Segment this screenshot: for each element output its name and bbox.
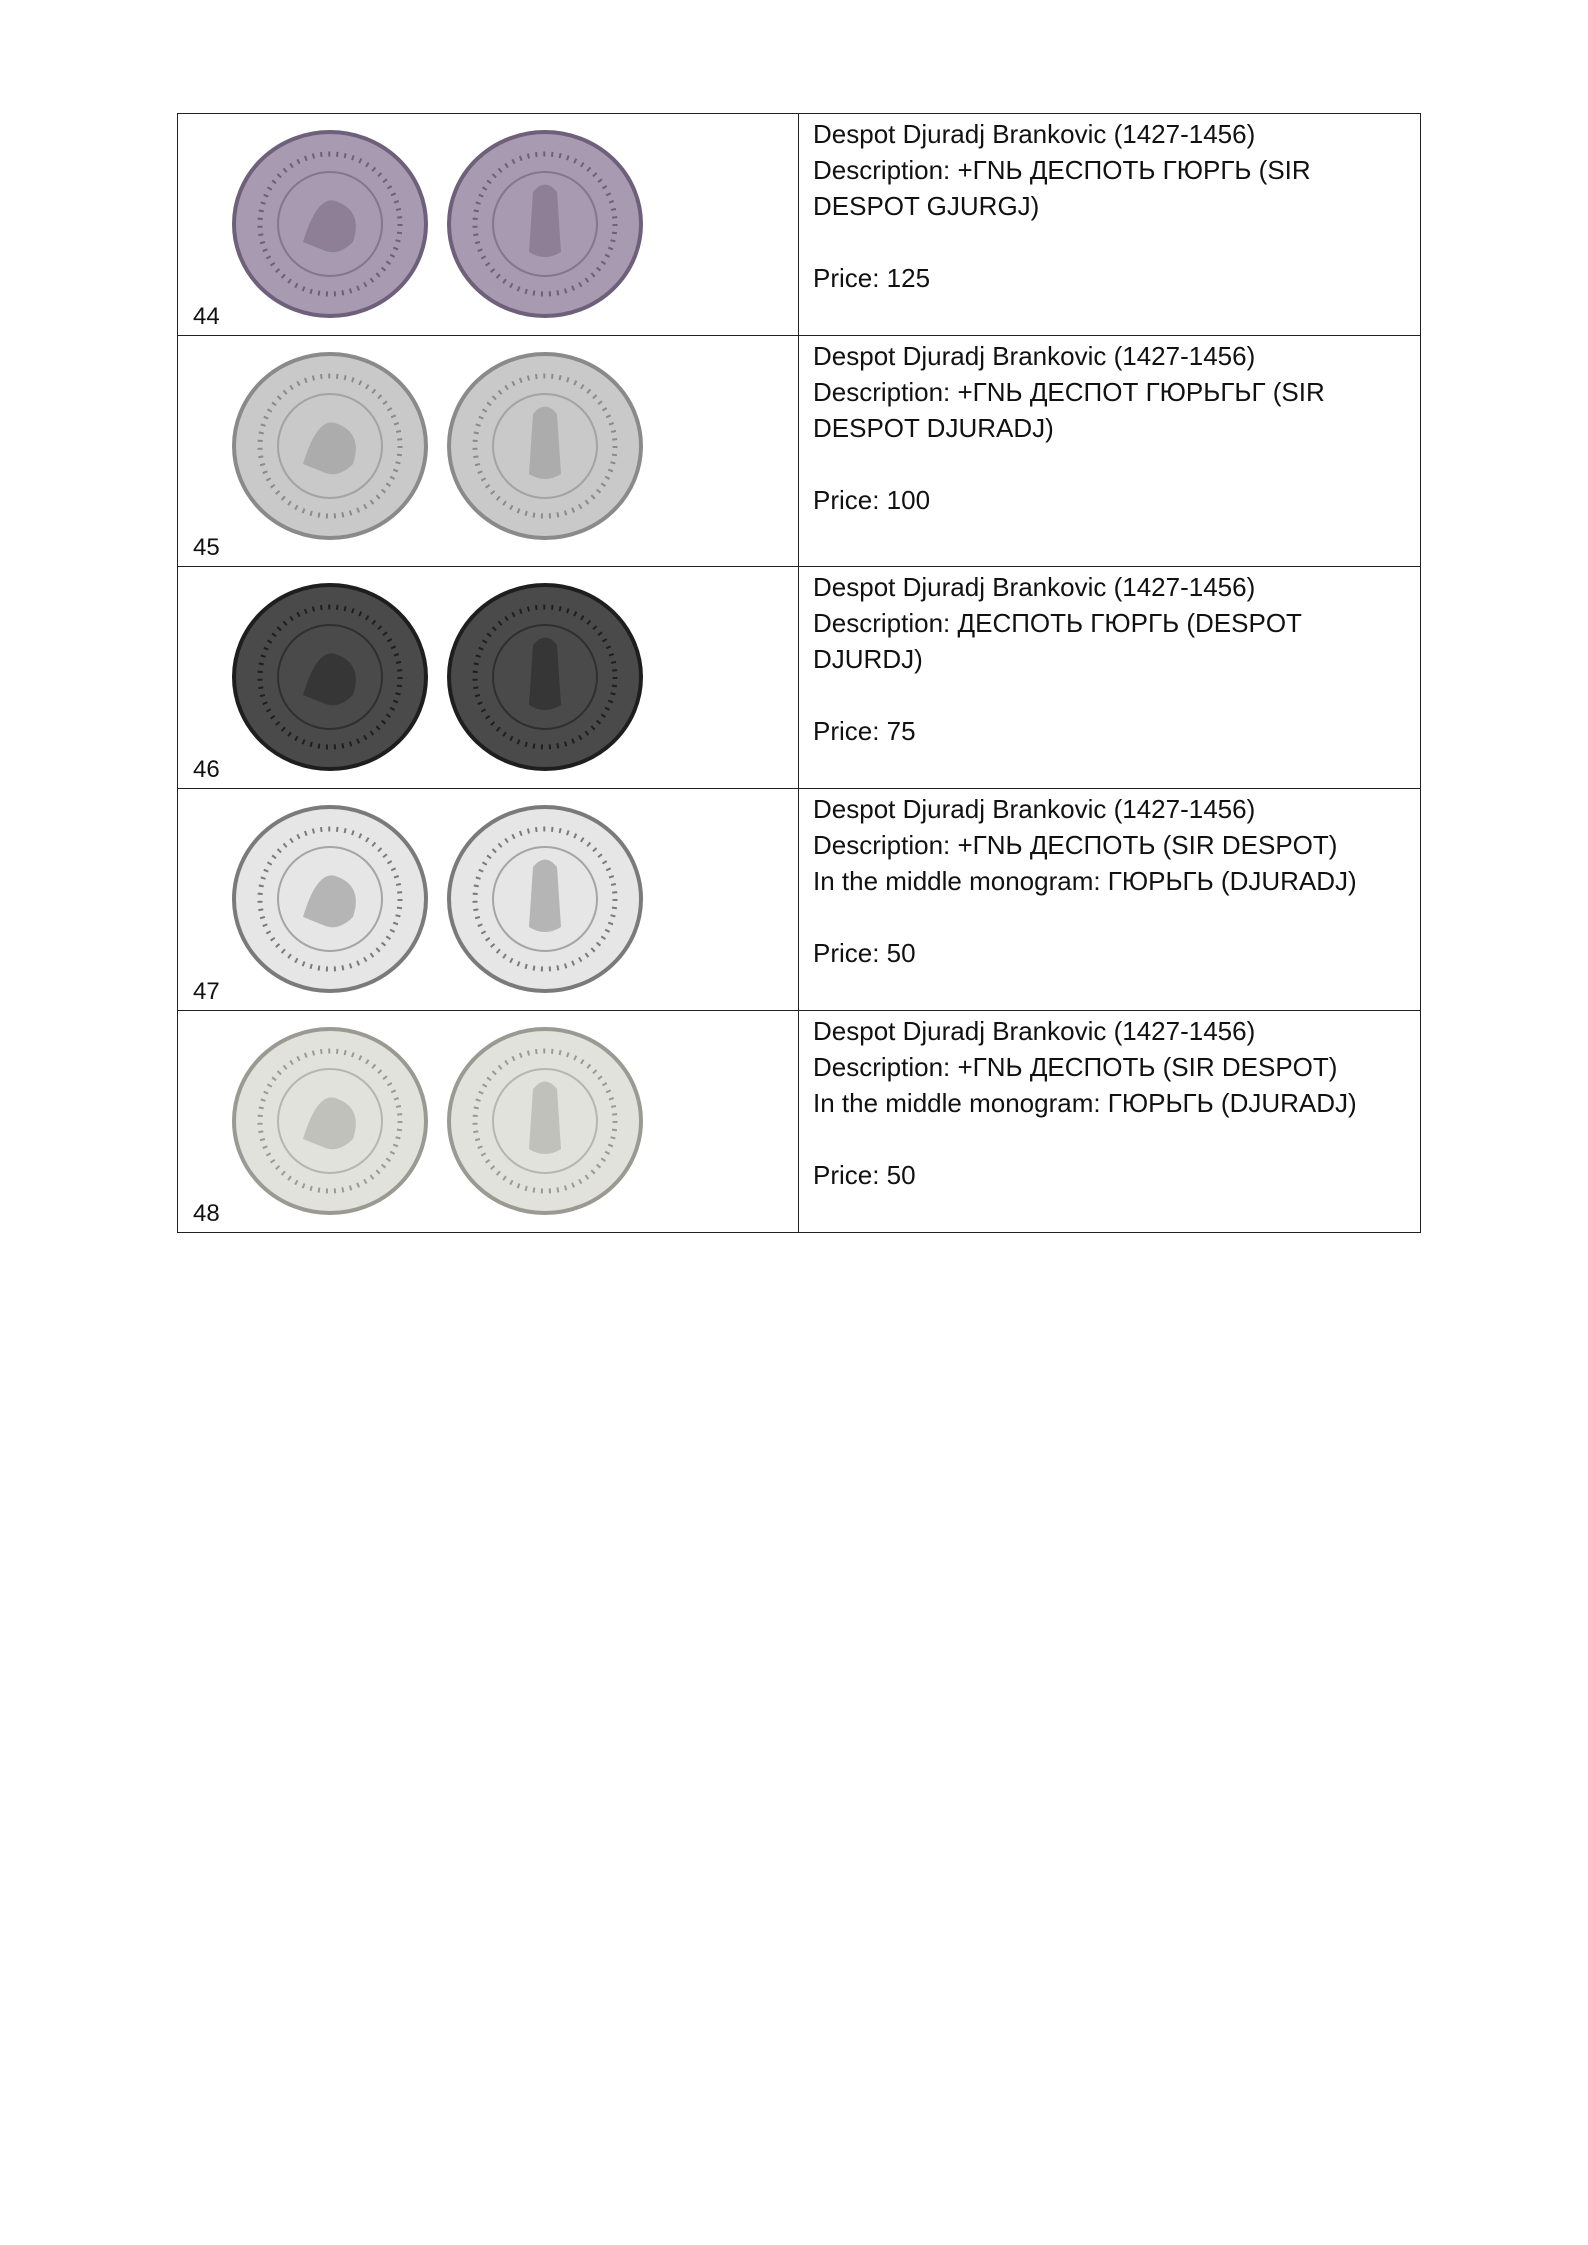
coin-price: Price: 75 [813, 716, 916, 746]
coin-description: Description: +ГNЬ ДЕСПОТЬ (SIR DESPOT) [813, 1052, 1338, 1082]
coin-price: Price: 50 [813, 1160, 916, 1190]
coin-description-cell [799, 336, 1421, 567]
coin-row [178, 567, 1421, 789]
coin-description: Description: +ГNЬ ДЕСПОТ ГЮРЬГЬГ (SIR DESPOT DJURADJ) [813, 377, 1332, 443]
coin-title: Despot Djuradj Brankovic (1427-1456) [813, 794, 1256, 824]
coin-images-cell [178, 567, 799, 789]
coin-monogram: In the middle monogram: ГЮРЬГЬ (DJURADJ) [813, 1088, 1357, 1118]
coin-catalog-table [177, 113, 1421, 1233]
lot-number: 48 [193, 1200, 220, 1227]
spacer [813, 899, 1406, 935]
lot-number: 47 [193, 978, 220, 1005]
coin-figure-motif [529, 407, 561, 480]
coin-images-cell [178, 789, 799, 1011]
coin-obverse-image [228, 575, 433, 780]
coin-figure-motif [529, 860, 561, 933]
coin-obverse-image [228, 344, 433, 549]
coin-title: Despot Djuradj Brankovic (1427-1456) [813, 572, 1256, 602]
spacer [813, 446, 1406, 482]
coin-reverse-image [443, 122, 648, 327]
spacer [813, 224, 1406, 260]
spacer [813, 677, 1406, 713]
coin-row [178, 336, 1421, 567]
coin-description-cell [799, 789, 1421, 1011]
coin-reverse-image [443, 344, 648, 549]
coin-images [228, 344, 788, 549]
coin-title: Despot Djuradj Brankovic (1427-1456) [813, 1016, 1256, 1046]
coin-description: Description: +ГNЬ ДЕСПОТЬ (SIR DESPOT) [813, 830, 1338, 860]
coin-figure-motif [529, 185, 561, 258]
coin-description: Description: +ГNЬ ДЕСПОТЬ ГЮРГЬ (SIR DESPOT GJURGJ) [813, 155, 1318, 221]
coin-reverse-image [443, 797, 648, 1002]
coin-price: Price: 125 [813, 263, 931, 293]
coin-obverse-image [228, 122, 433, 327]
coin-reverse-image [443, 575, 648, 780]
lot-number: 46 [193, 756, 220, 783]
coin-price: Price: 100 [813, 485, 931, 515]
coin-figure-motif [529, 638, 561, 711]
coin-images-cell [178, 114, 799, 336]
coin-reverse-image [443, 1019, 648, 1224]
lot-number: 44 [193, 303, 220, 330]
coin-description-cell [799, 1011, 1421, 1233]
coin-price: Price: 50 [813, 938, 916, 968]
coin-title: Despot Djuradj Brankovic (1427-1456) [813, 341, 1256, 371]
coin-images-cell [178, 336, 799, 567]
coin-images [228, 1019, 788, 1224]
coin-obverse-image [228, 1019, 433, 1224]
coin-images [228, 797, 788, 1002]
coin-images-cell [178, 1011, 799, 1233]
coin-row [178, 114, 1421, 336]
coin-images [228, 575, 788, 780]
coin-images [228, 122, 788, 327]
coin-monogram: In the middle monogram: ГЮРЬГЬ (DJURADJ) [813, 866, 1357, 896]
coin-title: Despot Djuradj Brankovic (1427-1456) [813, 119, 1256, 149]
lot-number: 45 [193, 534, 220, 561]
coin-description-cell [799, 567, 1421, 789]
coin-row [178, 1011, 1421, 1233]
coin-description-cell [799, 114, 1421, 336]
coin-figure-motif [529, 1082, 561, 1155]
coin-description: Description: ДЕСПОТЬ ГЮРГЬ (DESPOT DJURDJ) [813, 608, 1309, 674]
coin-obverse-image [228, 797, 433, 1002]
spacer [813, 1121, 1406, 1157]
coin-row [178, 789, 1421, 1011]
